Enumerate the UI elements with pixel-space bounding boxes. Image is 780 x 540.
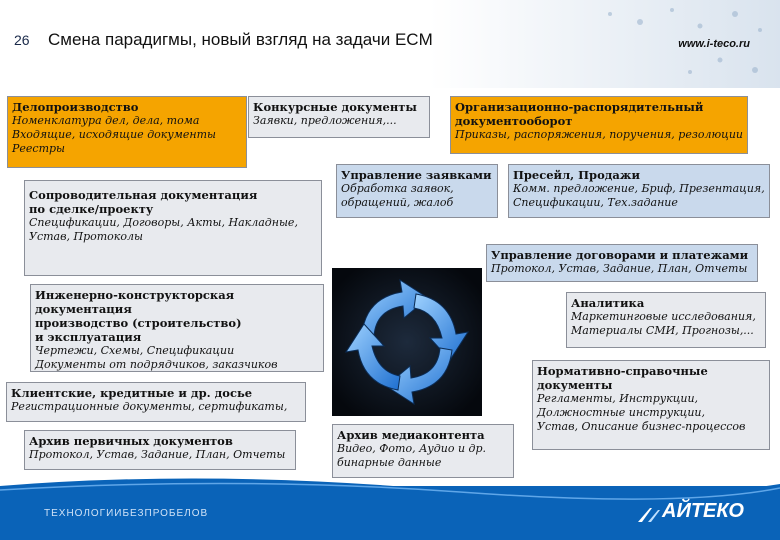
box-line: Спецификации, Договоры, Акты, Накладные, [29,216,298,229]
box-line: Номенклатура дел, дела, тома [12,114,200,127]
box-line: Устав, Протоколы [29,230,143,243]
box-normativ [532,360,770,450]
box-line: Обработка заявок, [341,182,454,195]
box-line: Спецификации, Тех.задание [513,196,678,209]
box-line: Чертежи, Схемы, Спецификации [35,344,235,357]
box-line: бинарные данные [337,456,442,469]
box-line: Приказы, распоряжения, поручения, резолюции [455,128,744,141]
box-presale [508,164,770,218]
box-line: Материалы СМИ, Прогнозы,... [571,324,754,337]
box-title-line2: документы [537,378,613,392]
box-title-line2: документооборот [455,114,573,128]
box-line: Входящие, исходящие документы [12,128,216,141]
box-line: обращений, жалоб [341,196,454,209]
box-dogovory [486,244,758,282]
box-line: Маркетинговые исследования, [571,310,756,323]
box-line: Комм. предложение, Бриф, Презентация, [513,182,765,195]
box-org-documents [450,96,748,154]
box-title-line3: и эксплуатация [35,330,142,344]
box-line: Документы от подрядчиков, заказчиков [35,358,278,371]
box-title: Архив первичных документов [29,434,233,448]
box-inzh [30,284,324,372]
box-klient [6,382,306,422]
box-line: Протокол, Устав, Задание, План, Отчеты [29,448,286,461]
box-line: Регламенты, Инструкции, [537,392,699,405]
site-url[interactable]: www.i-teco.ru [678,38,750,50]
box-title: Пресейл, Продажи [513,168,641,182]
box-title: Инженерно-конструкторская документация [35,288,235,316]
box-title-line2: производство (строительство) [35,316,242,330]
box-line: Должностные инструкции, [537,406,705,419]
box-zayavki [336,164,498,218]
logo-swoosh-icon [636,506,664,524]
box-title: Нормативно-справочные [537,364,708,378]
box-line: Заявки, предложения,... [253,114,397,127]
cycle-arrows-icon [332,268,482,416]
box-title: Организационно-распорядительный [455,100,704,114]
footer-slogan: ТЕХНОЛОГИИБЕЗПРОБЕЛОВ [44,508,209,519]
box-title: Архив медиаконтента [337,428,485,442]
box-analitika [566,292,766,348]
box-line: Видео, Фото, Аудио и др. [337,442,487,455]
box-deloproizvodstvo [7,96,247,168]
company-logo[interactable]: АЙТЕКО [662,500,744,522]
box-line: Устав, Описание бизнес-процессов [537,420,746,433]
box-arhiv-perv [24,430,296,470]
slide-title: Смена парадигмы, новый взгляд на задачи ECM [48,30,433,49]
box-title: Управление заявками [341,168,492,182]
box-title: Управление договорами и платежами [491,248,749,262]
box-title: Конкурсные документы [253,100,417,114]
box-soprovod [24,180,322,276]
box-title: Делопроизводство [12,100,139,114]
page-number: 26 [14,32,30,48]
box-title: Аналитика [571,296,645,310]
box-arhiv-media [332,424,514,478]
box-title: Сопроводительная документация [29,188,258,202]
box-konkursnye [248,96,430,138]
box-line: Регистрационные документы, сертификаты, [11,400,288,413]
box-title-line2: по сделке/проекту [29,202,154,216]
box-title: Клиентские, кредитные и др. досье [11,386,253,400]
box-line: Реестры [12,142,66,155]
box-line: Протокол, Устав, Задание, План, Отчеты [491,262,748,275]
